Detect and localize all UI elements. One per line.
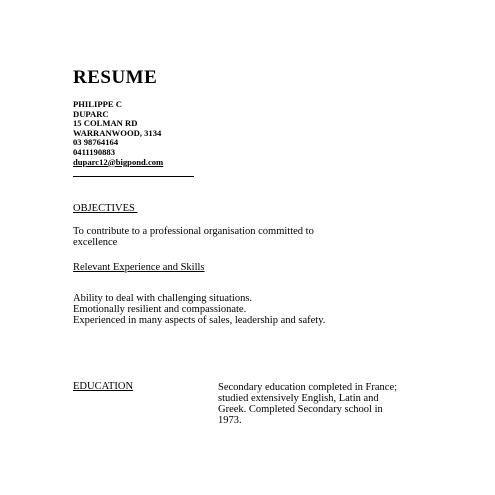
experience-line: Ability to deal with challenging situations. <box>73 293 253 304</box>
contact-block <box>73 100 163 167</box>
contact-name-line1: PHILIPPE C <box>73 99 122 109</box>
objectives-line: To contribute to a professional organisation committed to <box>73 226 314 237</box>
experience-line: Experienced in many aspects of sales, leadership and safety. <box>73 315 326 326</box>
education-line: 1973. <box>218 415 242 426</box>
contact-address-line2: WARRANWOOD, 3134 <box>73 127 162 138</box>
education-line: Greek. Completed Secondary school in <box>218 404 383 415</box>
education-text <box>218 382 418 426</box>
contact-mobile: 0411190883 <box>73 146 116 157</box>
divider-rule <box>73 176 194 177</box>
objectives-line: excellence <box>73 237 118 248</box>
objectives-heading: OBJECTIVES <box>73 203 138 214</box>
experience-text <box>73 293 325 326</box>
education-line: Secondary education completed in France; <box>218 382 398 393</box>
objectives-text <box>73 226 314 248</box>
contact-name-line2: DUPARC <box>73 108 109 119</box>
education-line: studied extensively English, Latin and <box>218 393 379 404</box>
experience-heading: Relevant Experience and Skills <box>73 262 205 273</box>
education-heading: EDUCATION <box>73 381 134 392</box>
contact-phone: 03 98764164 <box>73 137 119 148</box>
document-title: RESUME <box>73 67 158 88</box>
contact-email-link[interactable]: duparc12@bigpond.com <box>73 156 164 167</box>
experience-line: Emotionally resilient and compassionate. <box>73 304 247 315</box>
contact-address-line1: 15 COLMAN RD <box>73 118 138 129</box>
